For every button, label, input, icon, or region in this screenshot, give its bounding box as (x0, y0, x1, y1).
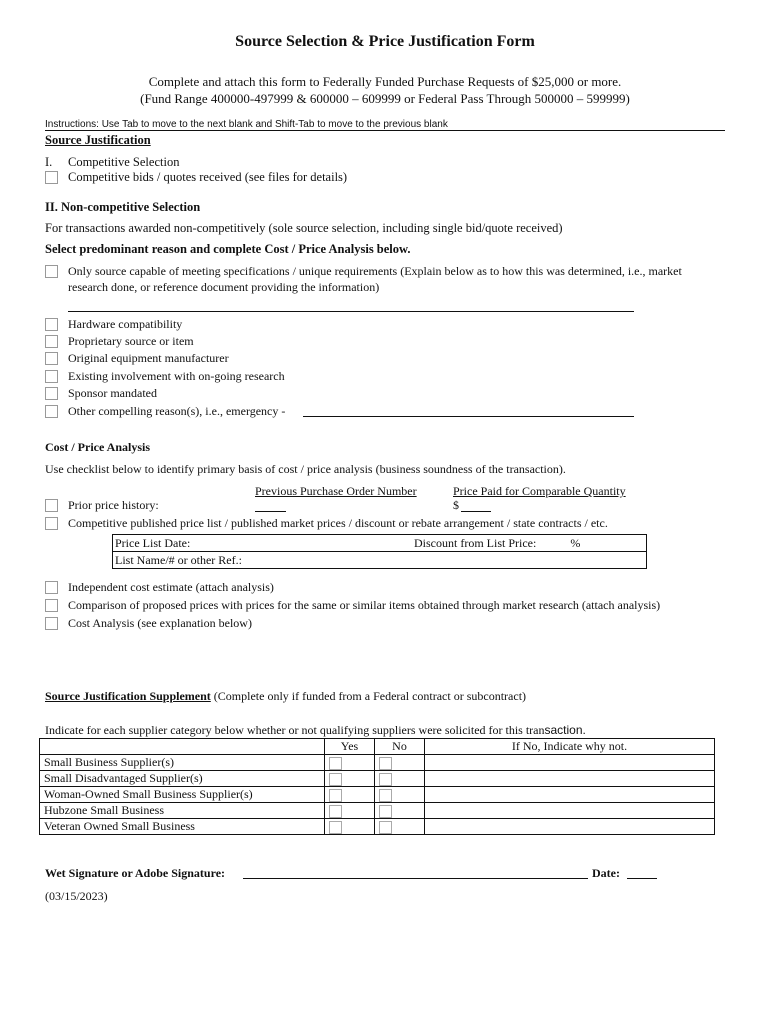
small-disadvantaged-reason-field[interactable] (425, 771, 715, 787)
hubzone-reason-field[interactable] (425, 803, 715, 819)
only-source-checkbox[interactable] (45, 265, 58, 278)
woman-owned-no-checkbox[interactable] (379, 789, 392, 802)
category-label: Woman-Owned Small Business Supplier(s) (40, 787, 325, 803)
only-source-label-1: Only source capable of meeting specifications / unique requirements (Explain below as to how this was determined, i.e., market (68, 264, 682, 278)
no-column-header: No (375, 739, 425, 755)
form-subtitle-2: (Fund Range 400000-497999 & 600000 – 609999 or Federal Pass Through 500000 – 599999) (140, 91, 630, 106)
proprietary-source-checkbox[interactable] (45, 335, 58, 348)
signature-field[interactable] (243, 878, 588, 879)
previous-po-field[interactable] (255, 511, 286, 512)
table-row (40, 819, 715, 835)
header-divider (45, 130, 725, 131)
hubzone-no-checkbox[interactable] (379, 805, 392, 818)
prior-price-history-checkbox[interactable] (45, 499, 58, 512)
supplement-heading: Source Justification Supplement (45, 689, 211, 703)
reason-label: Sponsor mandated (68, 386, 157, 400)
other-reason-checkbox[interactable] (45, 405, 58, 418)
woman-owned-yes-checkbox[interactable] (329, 789, 342, 802)
reason-label: Existing involvement with on-going research (68, 369, 285, 383)
small-business-reason-field[interactable] (425, 755, 715, 771)
cost-price-description: Use checklist below to identify primary basis of cost / price analysis (business soundness of the transaction). (45, 462, 566, 476)
price-paid-column-header: Price Paid for Comparable Quantity (453, 484, 626, 498)
hardware-compatibility-checkbox[interactable] (45, 318, 58, 331)
small-business-no-checkbox[interactable] (379, 757, 392, 770)
woman-owned-reason-field[interactable] (425, 787, 715, 803)
list-name-cell[interactable] (113, 552, 647, 569)
previous-po-column-header: Previous Purchase Order Number (255, 484, 417, 498)
form-subtitle-1: Complete and attach this form to Federally Funded Purchase Requests of $25,000 or more. (148, 74, 622, 89)
yes-column-header: Yes (325, 739, 375, 755)
hubzone-yes-checkbox[interactable] (329, 805, 342, 818)
reason-label: Proprietary source or item (68, 334, 194, 348)
veteran-owned-no-checkbox[interactable] (379, 821, 392, 834)
section-1-number: I. (45, 155, 53, 169)
date-field[interactable] (627, 878, 657, 879)
cost-analysis-checkbox[interactable] (45, 617, 58, 630)
table-row (40, 771, 715, 787)
select-reason-heading: Select predominant reason and complete Cost / Price Analysis below. (45, 242, 411, 256)
only-source-label-2: research done, or reference document providing the information) (68, 280, 380, 294)
instructions-text: Instructions: Use Tab to move to the next blank and Shift-Tab to move to the previous blank (45, 119, 448, 130)
reason-label: Hardware compatibility (68, 317, 183, 331)
reason-label: Other compelling reason(s), i.e., emergency - (68, 404, 286, 418)
small-disadvantaged-yes-checkbox[interactable] (329, 773, 342, 786)
competitive-bids-label: Competitive bids / quotes received (see files for details) (68, 170, 348, 184)
supplement-heading-note: (Complete only if funded from a Federal contract or subcontract) (210, 689, 527, 703)
reason-label: Original equipment manufacturer (68, 351, 229, 365)
market-research-comparison-checkbox[interactable] (45, 599, 58, 612)
supplement-indicate-text (45, 723, 586, 738)
discount-label: Discount from List Price: (414, 535, 537, 550)
source-justification-heading: Source Justification (45, 133, 151, 147)
only-source-explanation-field[interactable] (68, 311, 634, 312)
veteran-owned-yes-checkbox[interactable] (329, 821, 342, 834)
sponsor-mandated-checkbox[interactable] (45, 387, 58, 400)
price-list-table (112, 534, 647, 569)
analysis-option-label: Comparison of proposed prices with prices for the same or similar items obtained through market research (attach analysis) (68, 598, 661, 612)
section-2-description: For transactions awarded non-competitively (sole source selection, including single bid/quote received) (45, 221, 563, 235)
table-row (40, 755, 715, 771)
table-row (40, 803, 715, 819)
date-label: Date: (592, 866, 620, 880)
signature-label: Wet Signature or Adobe Signature: (45, 866, 226, 880)
category-label: Veteran Owned Small Business (40, 819, 325, 835)
supplier-category-table (39, 738, 715, 835)
price-paid-field[interactable] (461, 511, 491, 512)
supplement-heading-line (45, 689, 526, 704)
list-name-label: List Name/# or other Ref.: (115, 552, 242, 567)
table-row (40, 787, 715, 803)
published-price-list-label: Competitive published price list / published market prices / discount or rebate arrangement / state contracts / etc. (68, 516, 608, 530)
analysis-option-label: Cost Analysis (see explanation below) (68, 616, 252, 630)
veteran-owned-reason-field[interactable] (425, 819, 715, 835)
price-list-date-label: Price List Date: (115, 535, 191, 550)
discount-cell[interactable] (412, 535, 647, 552)
competitive-bids-checkbox[interactable] (45, 171, 58, 184)
independent-cost-estimate-checkbox[interactable] (45, 581, 58, 594)
indicate-text: Indicate for each supplier category below whether or not qualifying suppliers were solicited for this tran (45, 723, 545, 737)
other-reason-field[interactable] (303, 416, 634, 417)
percent-sign: % (570, 535, 581, 550)
small-business-yes-checkbox[interactable] (329, 757, 342, 770)
cost-price-heading: Cost / Price Analysis (45, 440, 150, 454)
form-title: Source Selection & Price Justification Form (235, 33, 535, 50)
section-2-heading: II. Non-competitive Selection (45, 200, 201, 214)
analysis-option-label: Independent cost estimate (attach analysis) (68, 580, 274, 594)
small-disadvantaged-no-checkbox[interactable] (379, 773, 392, 786)
existing-research-checkbox[interactable] (45, 370, 58, 383)
category-label: Small Disadvantaged Supplier(s) (40, 771, 325, 787)
price-list-date-cell[interactable] (113, 535, 413, 552)
indicate-text-tail: saction. (544, 723, 586, 737)
why-not-column-header: If No, Indicate why not. (425, 739, 715, 755)
category-label: Small Business Supplier(s) (40, 755, 325, 771)
prior-price-history-label: Prior price history: (68, 498, 159, 512)
oem-checkbox[interactable] (45, 352, 58, 365)
revision-date: (03/15/2023) (45, 889, 108, 903)
section-1-title: Competitive Selection (68, 155, 180, 169)
dollar-sign: $ (453, 498, 459, 512)
category-label: Hubzone Small Business (40, 803, 325, 819)
published-price-list-checkbox[interactable] (45, 517, 58, 530)
